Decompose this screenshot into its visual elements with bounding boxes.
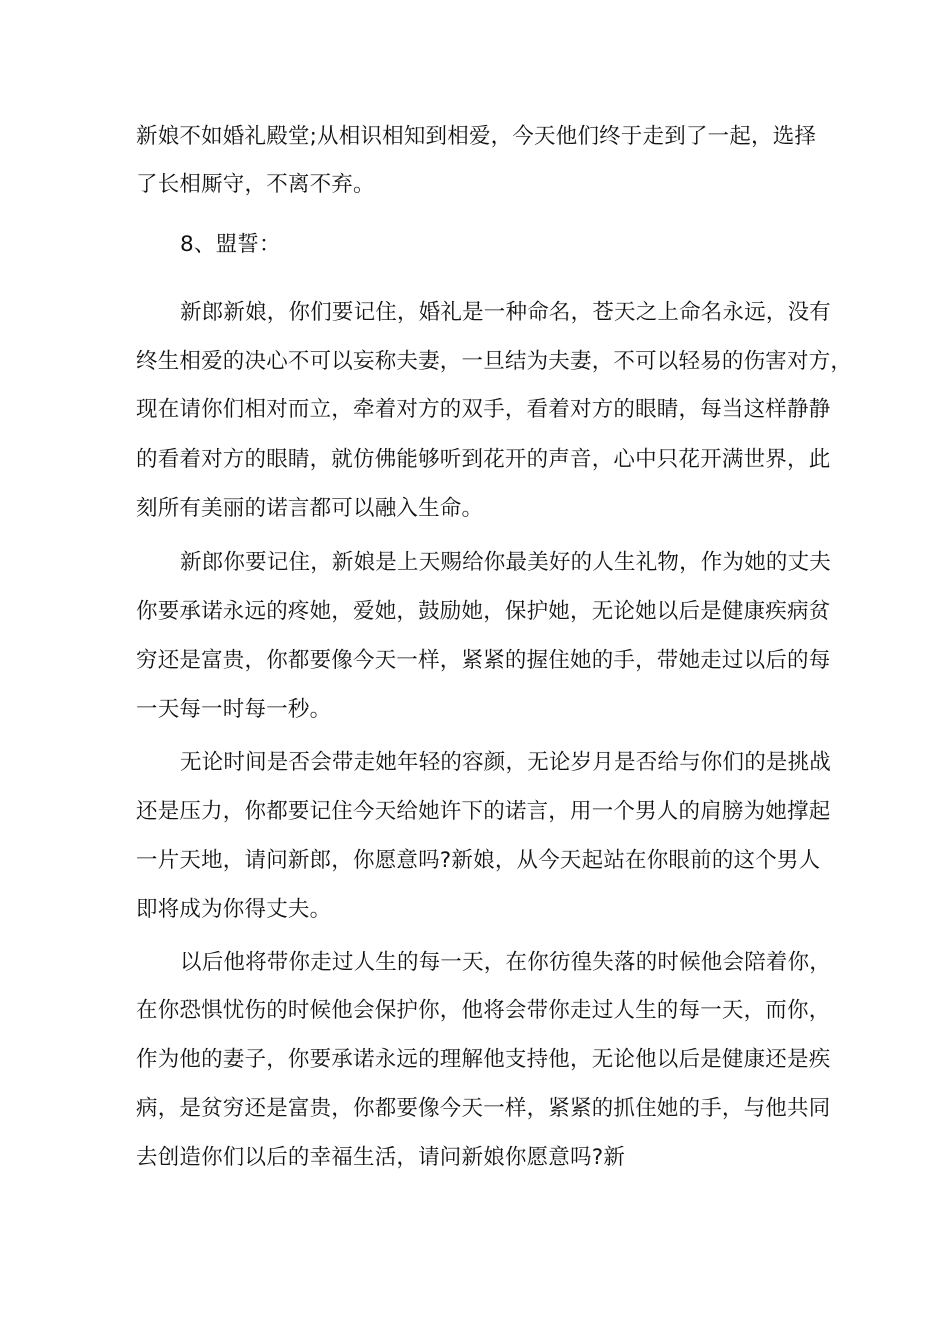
text-line: 无论时间是否会带走她年轻的容颜，无论岁月是否给与你们的是挑战 [180, 750, 832, 775]
text-line: 了长相厮守，不离不弃。 [136, 172, 375, 197]
text-line: 病，是贫穷还是富贵，你都要像今天一样，紧紧的抓住她的手，与他共同 [136, 1096, 831, 1121]
text-line: 在你恐惧忧伤的时候他会保护你，他将会带你走过人生的每一天，而你， [136, 998, 831, 1023]
text-line: 的看着对方的眼睛，就仿佛能够听到花开的声音，心中只花开满世界，此 [136, 447, 831, 472]
text-line: 作为他的妻子，你要承诺永远的理解他支持他，无论他以后是健康还是疾 [136, 1047, 831, 1072]
text-line: 现在请你们相对而立，牵着对方的双手，看着对方的眼睛，每当这样静静 [136, 397, 831, 422]
text-line: 新郎新娘，你们要记住，婚礼是一种命名，苍天之上命名永远，没有 [180, 300, 832, 325]
text-line: 以后他将带你走过人生的每一天，在你彷徨失落的时候他会陪着你， [180, 950, 832, 975]
text-line: 穷还是富贵，你都要像今天一样，紧紧的握住她的手，带她走过以后的每 [136, 648, 831, 673]
text-line: 去创造你们以后的幸福生活，请问新娘你愿意吗?新 [136, 1145, 626, 1170]
text-line: 你要承诺永远的疼她，爱她，鼓励她，保护她，无论她以后是健康疾病贫 [136, 599, 831, 624]
text-line: 一片天地，请问新郎，你愿意吗?新娘，从今天起站在你眼前的这个男人 [136, 848, 821, 873]
text-line: 新娘不如婚礼殿堂;从相识相知到相爱，今天他们终于走到了一起，选择 [136, 124, 817, 149]
text-line: 一天每一时每一秒。 [136, 697, 332, 722]
text-line: 刻所有美丽的诺言都可以融入生命。 [136, 496, 484, 521]
text-line: 终生相爱的决心不可以妄称夫妻，一旦结为夫妻，不可以轻易的伤害对方， [136, 349, 853, 374]
text-line: 还是压力，你都要记住今天给她许下的诺言，用一个男人的肩膀为她撑起 [136, 799, 831, 824]
text-line: 即将成为你得丈夫。 [136, 897, 332, 922]
section-heading: 8、盟誓： [180, 232, 281, 257]
text-line: 新郎你要记住，新娘是上天赐给你最美好的人生礼物，作为她的丈夫 [180, 550, 832, 575]
